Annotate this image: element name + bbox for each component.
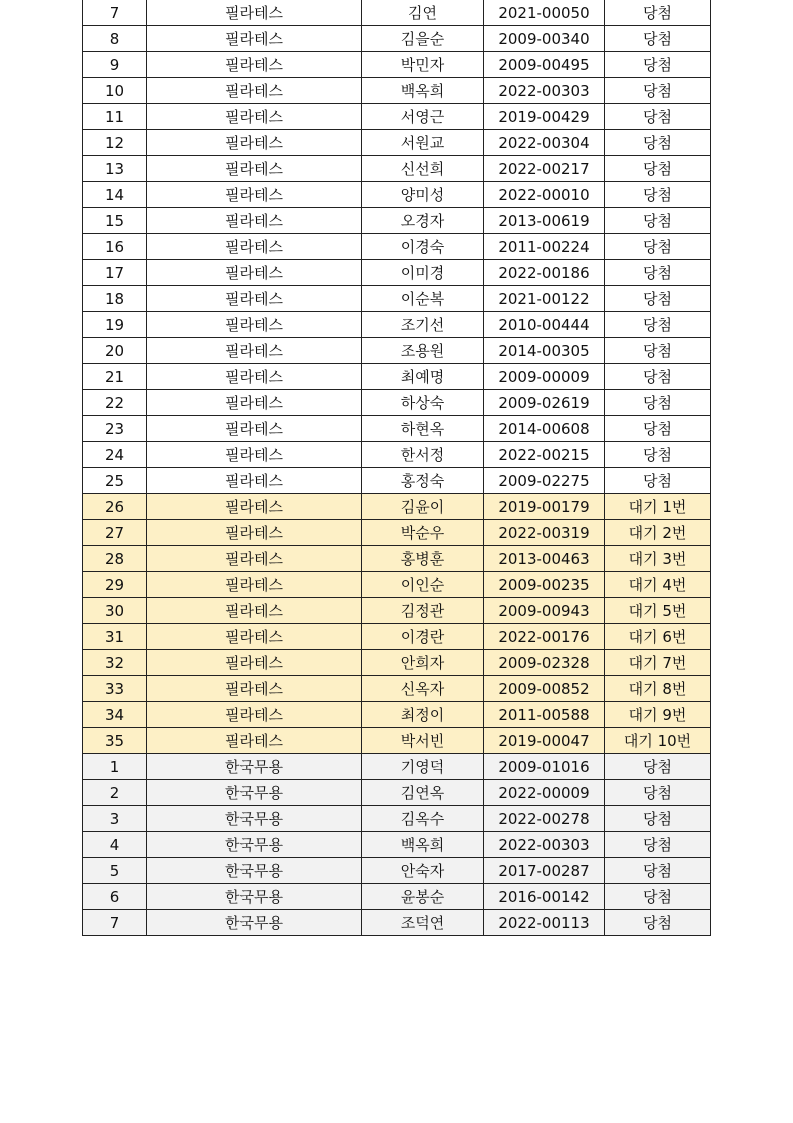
result-cell: 당첨 [605,442,711,468]
row-number-cell: 3 [83,806,147,832]
row-number-cell: 7 [83,0,147,26]
registration-number-cell: 2022-00319 [484,520,605,546]
name-cell: 안숙자 [362,858,484,884]
registration-number-cell: 2009-00009 [484,364,605,390]
name-cell: 안희자 [362,650,484,676]
program-cell: 필라테스 [147,702,362,728]
row-number-cell: 12 [83,130,147,156]
table-row [83,494,711,520]
name-cell: 김을순 [362,26,484,52]
result-cell: 당첨 [605,468,711,494]
result-cell: 대기 5번 [605,598,711,624]
name-cell: 오경자 [362,208,484,234]
name-cell: 김연옥 [362,780,484,806]
name-cell: 김옥수 [362,806,484,832]
row-number-cell: 34 [83,702,147,728]
program-cell: 필라테스 [147,676,362,702]
row-number-cell: 19 [83,312,147,338]
row-number-cell: 22 [83,390,147,416]
registration-number-cell: 2022-00278 [484,806,605,832]
registration-number-cell: 2009-00340 [484,26,605,52]
row-number-cell: 31 [83,624,147,650]
name-cell: 최예명 [362,364,484,390]
table-row [83,260,711,286]
row-number-cell: 25 [83,468,147,494]
row-number-cell: 35 [83,728,147,754]
table-body [83,0,711,936]
row-number-cell: 9 [83,52,147,78]
name-cell: 박서빈 [362,728,484,754]
table-row [83,858,711,884]
table-row [83,754,711,780]
result-cell: 당첨 [605,26,711,52]
result-cell: 당첨 [605,234,711,260]
result-cell: 당첨 [605,182,711,208]
result-cell: 당첨 [605,754,711,780]
registration-number-cell: 2022-00215 [484,442,605,468]
table-row [83,416,711,442]
program-cell: 필라테스 [147,130,362,156]
row-number-cell: 21 [83,364,147,390]
program-cell: 필라테스 [147,364,362,390]
result-cell: 당첨 [605,806,711,832]
registration-number-cell: 2019-00429 [484,104,605,130]
name-cell: 홍정숙 [362,468,484,494]
registration-number-cell: 2022-00303 [484,832,605,858]
result-cell: 당첨 [605,286,711,312]
table-row [83,520,711,546]
program-cell: 필라테스 [147,390,362,416]
registration-number-cell: 2014-00608 [484,416,605,442]
program-cell: 한국무용 [147,806,362,832]
table-row [83,910,711,936]
registration-number-cell: 2021-00050 [484,0,605,26]
table-row [83,806,711,832]
table-row [83,650,711,676]
name-cell: 박순우 [362,520,484,546]
result-cell: 당첨 [605,156,711,182]
name-cell: 서영근 [362,104,484,130]
name-cell: 이인순 [362,572,484,598]
program-cell: 필라테스 [147,468,362,494]
table-row [83,78,711,104]
program-cell: 필라테스 [147,598,362,624]
result-cell: 당첨 [605,130,711,156]
registration-number-cell: 2022-00186 [484,260,605,286]
table-row [83,780,711,806]
registration-number-cell: 2009-00495 [484,52,605,78]
row-number-cell: 32 [83,650,147,676]
table-row [83,338,711,364]
table-row [83,598,711,624]
registration-number-cell: 2022-00303 [484,78,605,104]
program-cell: 필라테스 [147,156,362,182]
row-number-cell: 13 [83,156,147,182]
name-cell: 김윤이 [362,494,484,520]
registration-number-cell: 2009-01016 [484,754,605,780]
program-cell: 필라테스 [147,312,362,338]
registration-number-cell: 2022-00176 [484,624,605,650]
table-row [83,130,711,156]
result-cell: 당첨 [605,260,711,286]
name-cell: 홍병훈 [362,546,484,572]
table-row [83,884,711,910]
row-number-cell: 8 [83,26,147,52]
table-row [83,364,711,390]
row-number-cell: 29 [83,572,147,598]
table-row [83,312,711,338]
registration-number-cell: 2022-00009 [484,780,605,806]
program-cell: 필라테스 [147,78,362,104]
program-cell: 필라테스 [147,26,362,52]
registration-number-cell: 2010-00444 [484,312,605,338]
name-cell: 한서정 [362,442,484,468]
lottery-result-table [82,0,711,936]
program-cell: 한국무용 [147,780,362,806]
table-row [83,26,711,52]
name-cell: 백옥희 [362,78,484,104]
result-cell: 당첨 [605,858,711,884]
program-cell: 필라테스 [147,234,362,260]
registration-number-cell: 2009-00943 [484,598,605,624]
program-cell: 한국무용 [147,832,362,858]
program-cell: 필라테스 [147,546,362,572]
registration-number-cell: 2021-00122 [484,286,605,312]
row-number-cell: 26 [83,494,147,520]
row-number-cell: 4 [83,832,147,858]
result-cell: 당첨 [605,780,711,806]
name-cell: 이순복 [362,286,484,312]
registration-number-cell: 2017-00287 [484,858,605,884]
program-cell: 필라테스 [147,520,362,546]
name-cell: 이미경 [362,260,484,286]
result-cell: 대기 3번 [605,546,711,572]
program-cell: 한국무용 [147,884,362,910]
row-number-cell: 5 [83,858,147,884]
program-cell: 필라테스 [147,182,362,208]
name-cell: 김정관 [362,598,484,624]
registration-number-cell: 2019-00179 [484,494,605,520]
result-cell: 대기 4번 [605,572,711,598]
row-number-cell: 24 [83,442,147,468]
program-cell: 필라테스 [147,104,362,130]
name-cell: 윤봉순 [362,884,484,910]
table-row [83,728,711,754]
program-cell: 필라테스 [147,208,362,234]
name-cell: 신선희 [362,156,484,182]
name-cell: 조용원 [362,338,484,364]
name-cell: 백옥희 [362,832,484,858]
table-row [83,702,711,728]
name-cell: 양미성 [362,182,484,208]
row-number-cell: 10 [83,78,147,104]
registration-number-cell: 2009-02328 [484,650,605,676]
result-cell: 당첨 [605,78,711,104]
result-cell: 대기 9번 [605,702,711,728]
result-cell: 당첨 [605,832,711,858]
name-cell: 김연 [362,0,484,26]
row-number-cell: 28 [83,546,147,572]
program-cell: 한국무용 [147,754,362,780]
row-number-cell: 18 [83,286,147,312]
result-cell: 당첨 [605,312,711,338]
program-cell: 한국무용 [147,910,362,936]
row-number-cell: 16 [83,234,147,260]
registration-number-cell: 2016-00142 [484,884,605,910]
result-cell: 당첨 [605,208,711,234]
table-row [83,182,711,208]
registration-number-cell: 2014-00305 [484,338,605,364]
table-row [83,442,711,468]
program-cell: 필라테스 [147,442,362,468]
table-row [83,572,711,598]
result-cell: 대기 10번 [605,728,711,754]
program-cell: 필라테스 [147,494,362,520]
name-cell: 이경숙 [362,234,484,260]
registration-number-cell: 2013-00619 [484,208,605,234]
result-cell: 당첨 [605,52,711,78]
table-row [83,468,711,494]
table-row [83,832,711,858]
registration-number-cell: 2009-00852 [484,676,605,702]
result-cell: 당첨 [605,0,711,26]
program-cell: 필라테스 [147,728,362,754]
result-cell: 당첨 [605,884,711,910]
row-number-cell: 11 [83,104,147,130]
registration-number-cell: 2022-00304 [484,130,605,156]
registration-number-cell: 2019-00047 [484,728,605,754]
program-cell: 필라테스 [147,416,362,442]
program-cell: 필라테스 [147,52,362,78]
row-number-cell: 27 [83,520,147,546]
name-cell: 조덕연 [362,910,484,936]
row-number-cell: 30 [83,598,147,624]
program-cell: 필라테스 [147,624,362,650]
name-cell: 신옥자 [362,676,484,702]
registration-number-cell: 2011-00588 [484,702,605,728]
result-cell: 당첨 [605,910,711,936]
table-row [83,624,711,650]
name-cell: 박민자 [362,52,484,78]
program-cell: 필라테스 [147,0,362,26]
program-cell: 필라테스 [147,572,362,598]
result-cell: 대기 6번 [605,624,711,650]
registration-number-cell: 2022-00113 [484,910,605,936]
result-cell: 대기 8번 [605,676,711,702]
result-cell: 당첨 [605,390,711,416]
registration-number-cell: 2022-00217 [484,156,605,182]
registration-number-cell: 2013-00463 [484,546,605,572]
name-cell: 하현옥 [362,416,484,442]
row-number-cell: 17 [83,260,147,286]
registration-number-cell: 2009-00235 [484,572,605,598]
registration-number-cell: 2022-00010 [484,182,605,208]
table-row [83,676,711,702]
table-row [83,546,711,572]
row-number-cell: 14 [83,182,147,208]
row-number-cell: 1 [83,754,147,780]
result-cell: 당첨 [605,364,711,390]
table-row [83,0,711,26]
row-number-cell: 20 [83,338,147,364]
program-cell: 한국무용 [147,858,362,884]
table-row [83,104,711,130]
name-cell: 기영덕 [362,754,484,780]
table-row [83,208,711,234]
result-cell: 당첨 [605,104,711,130]
row-number-cell: 23 [83,416,147,442]
table-row [83,156,711,182]
registration-number-cell: 2009-02619 [484,390,605,416]
result-cell: 당첨 [605,338,711,364]
name-cell: 하상숙 [362,390,484,416]
result-cell: 대기 7번 [605,650,711,676]
row-number-cell: 15 [83,208,147,234]
program-cell: 필라테스 [147,650,362,676]
row-number-cell: 7 [83,910,147,936]
name-cell: 서원교 [362,130,484,156]
row-number-cell: 2 [83,780,147,806]
table-row [83,390,711,416]
table-row [83,286,711,312]
result-cell: 대기 2번 [605,520,711,546]
name-cell: 조기선 [362,312,484,338]
program-cell: 필라테스 [147,286,362,312]
registration-number-cell: 2009-02275 [484,468,605,494]
table-row [83,52,711,78]
name-cell: 이경란 [362,624,484,650]
row-number-cell: 33 [83,676,147,702]
result-cell: 당첨 [605,416,711,442]
program-cell: 필라테스 [147,260,362,286]
table-row [83,234,711,260]
row-number-cell: 6 [83,884,147,910]
program-cell: 필라테스 [147,338,362,364]
name-cell: 최정이 [362,702,484,728]
result-cell: 대기 1번 [605,494,711,520]
registration-number-cell: 2011-00224 [484,234,605,260]
